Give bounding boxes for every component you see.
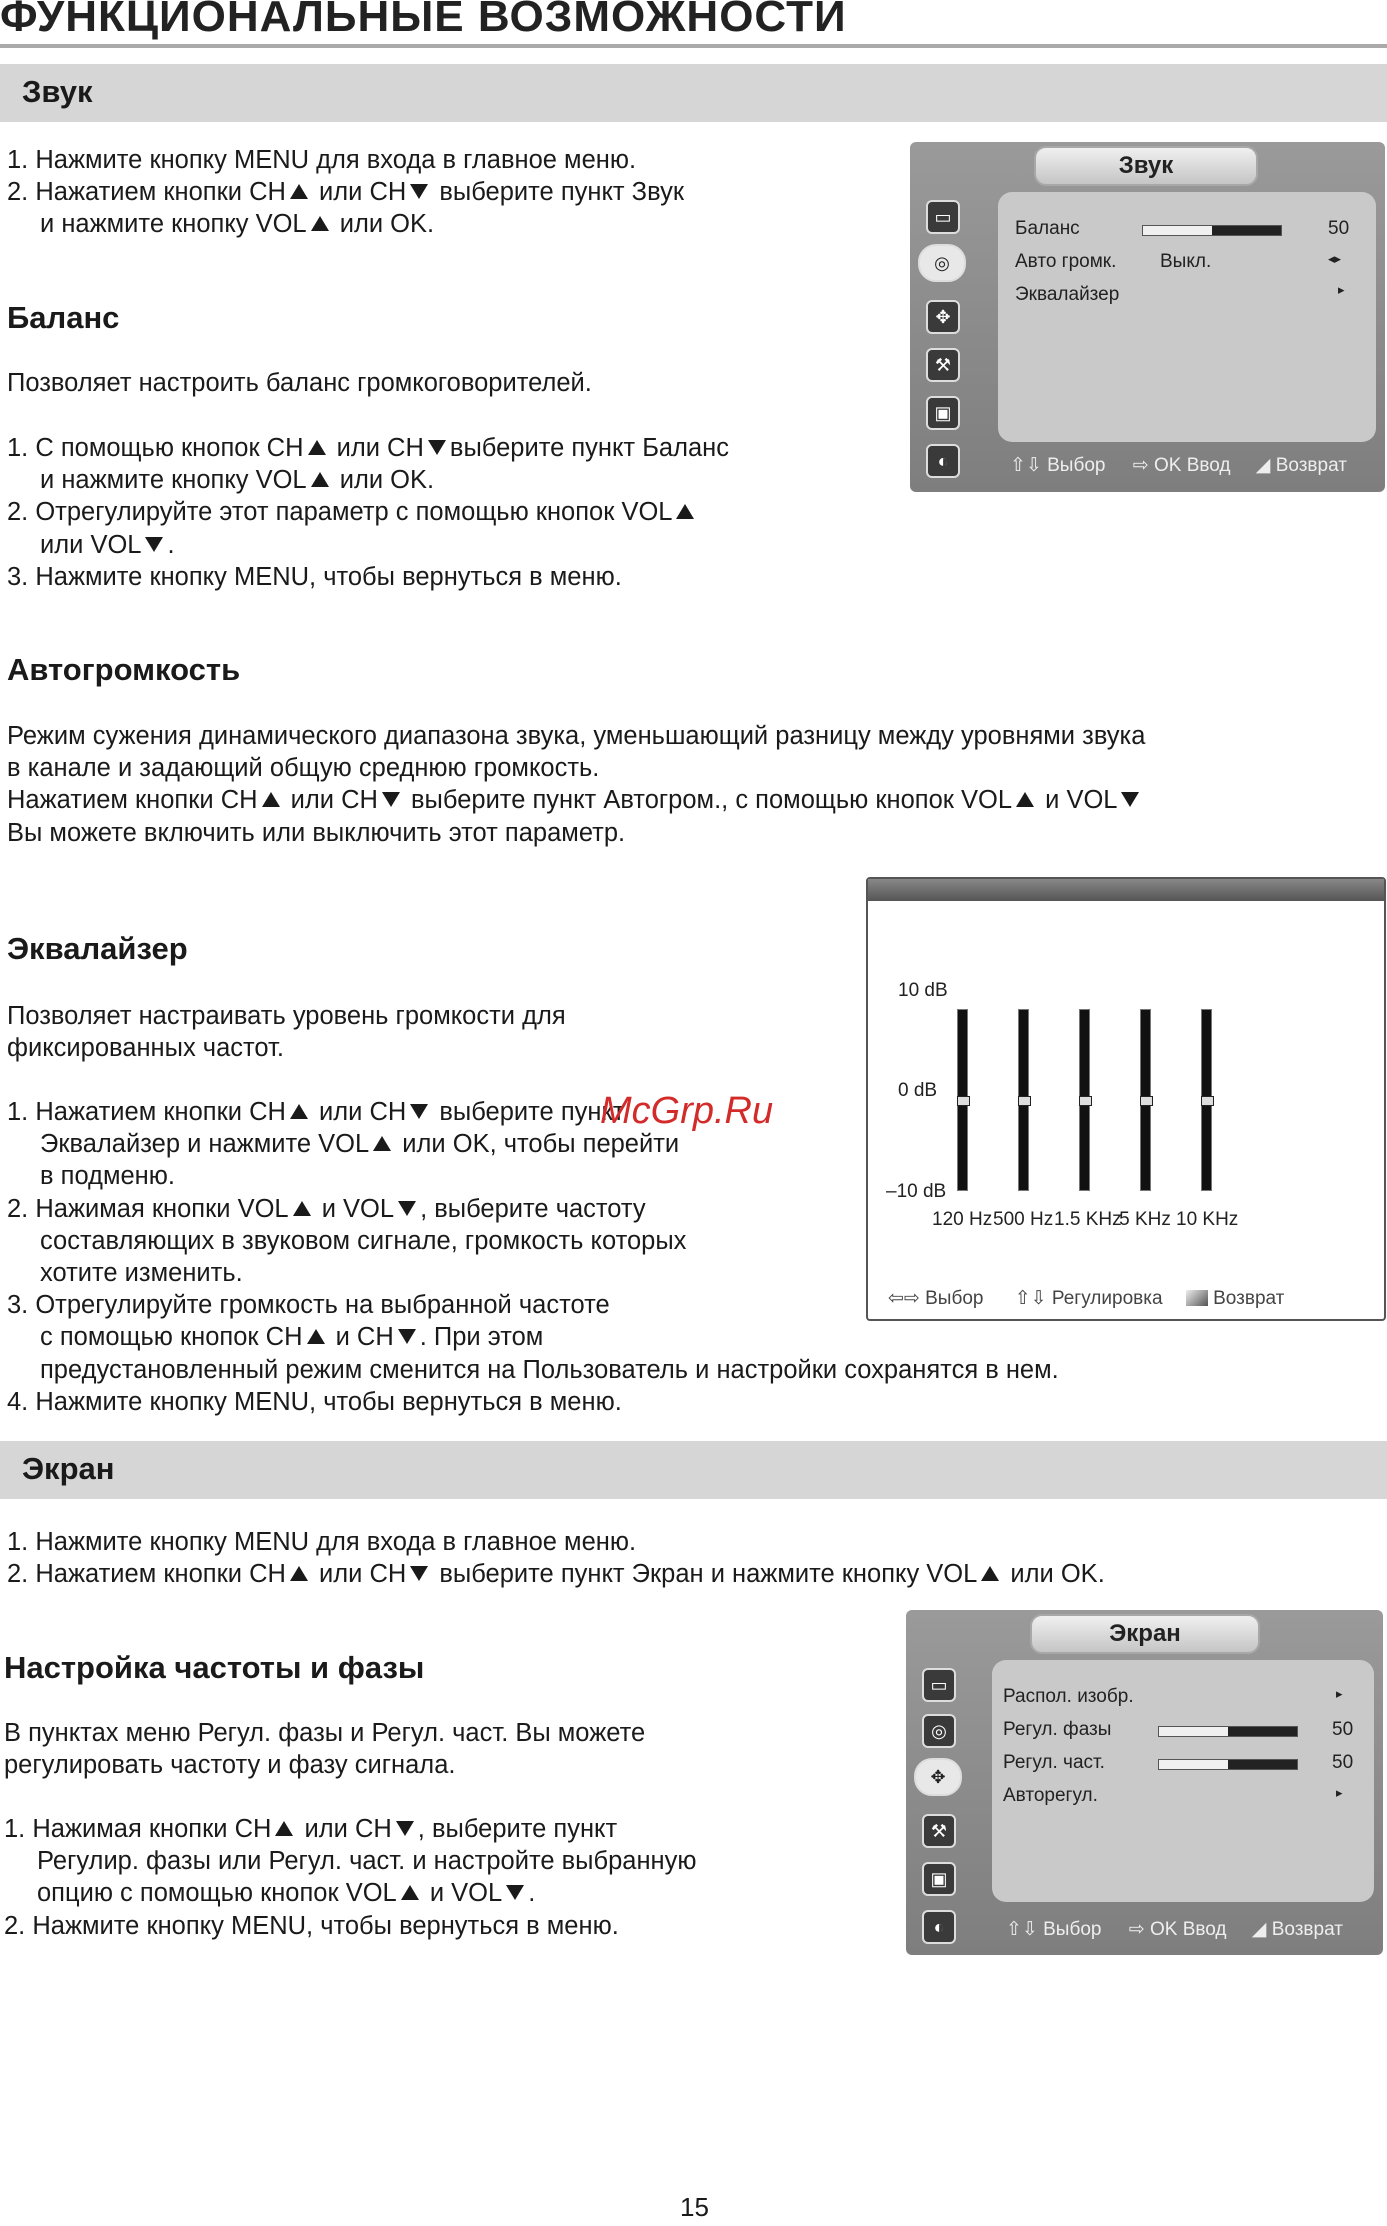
heading-balance: Баланс xyxy=(7,300,120,335)
osd-sound-menu xyxy=(910,142,1385,492)
paragraph-line: Нажатием кнопки CH или CH выберите пункт Автогром., с помощью кнопок VOL и VOL xyxy=(7,784,1145,816)
screen-steps xyxy=(7,1526,1105,1590)
osd-row-autoadjust-label: Авторегул. xyxy=(1003,1785,1098,1806)
eq-band-slider[interactable] xyxy=(1079,1009,1090,1191)
tv-icon: ▭ xyxy=(922,1668,956,1702)
eq-band-slider[interactable] xyxy=(1140,1009,1151,1191)
heading-equalizer: Эквалайзер xyxy=(7,931,188,966)
list-item: 3. Отрегулируйте громкость на выбранной частоте xyxy=(7,1291,610,1320)
osd-row-equalizer-label: Эквалайзер xyxy=(1015,284,1120,305)
section-heading-screen: Экран xyxy=(22,1451,115,1486)
eq-footer xyxy=(888,1287,1284,1310)
heading-auto-volume: Автогромкость xyxy=(7,652,241,687)
paragraph-line: фиксированных частот. xyxy=(7,1034,284,1063)
osd-equalizer xyxy=(866,877,1386,1321)
list-item: 3. Нажмите кнопку MENU, чтобы вернуться в меню. xyxy=(7,562,622,591)
osd-row-phase-label: Регул. фазы xyxy=(1003,1719,1112,1740)
eq-band-label: 500 Hz xyxy=(993,1209,1054,1230)
eq-band-slider[interactable] xyxy=(1018,1009,1029,1191)
eq-band-label: 10 KHz xyxy=(1176,1209,1239,1230)
footer-back: Возврат xyxy=(1275,455,1347,476)
footer-back: Возврат xyxy=(1271,1919,1343,1940)
pip-icon: ▣ xyxy=(922,1862,956,1896)
footer-ok: OK Ввод xyxy=(1153,455,1231,476)
osd-row-freq-label: Регул. част. xyxy=(1003,1752,1105,1773)
up-down-arrows-icon: ⇧⇩ xyxy=(1010,455,1042,476)
osd-row-autovol-value: Выкл. xyxy=(1160,251,1212,272)
list-item: и нажмите кнопку VOL или OK. xyxy=(40,210,435,239)
eq-title-bar xyxy=(868,879,1384,901)
list-item: 1. Нажимая кнопки CH или CH , выберите пункт xyxy=(4,1815,618,1843)
list-item: 2. Нажатием кнопки CH или CH выберите пункт Звук xyxy=(7,178,684,207)
tv-icon: ▭ xyxy=(926,200,960,234)
list-item: хотите изменить. xyxy=(40,1259,243,1288)
page-number: 15 xyxy=(680,2192,709,2222)
phase-slider[interactable] xyxy=(1158,1726,1298,1737)
osd-screen-footer xyxy=(1006,1918,1343,1941)
list-item: 2. Нажмите кнопку MENU, чтобы вернуться в меню. xyxy=(4,1911,619,1940)
satellite-icon: ◐ xyxy=(926,444,960,478)
sound-icon: ◎ xyxy=(922,1714,956,1748)
list-item: Эквалайзер и нажмите VOL или OK, чтобы перейти xyxy=(40,1130,680,1159)
eq-band-knob[interactable] xyxy=(1140,1096,1153,1106)
up-down-arrows-icon: ⇧⇩ xyxy=(1006,1919,1038,1940)
osd-row-phase-value: 50 xyxy=(1332,1719,1354,1740)
freq-phase-steps xyxy=(4,1813,697,1942)
screen-icon: ✥ xyxy=(926,300,960,334)
balance-desc: Позволяет настроить баланс громкоговорителей. xyxy=(7,369,592,397)
paragraph-line: Позволяет настраивать уровень громкости для xyxy=(7,1002,566,1030)
footer-ok: OK Ввод xyxy=(1149,1919,1227,1940)
osd-row-balance-label: Баланс xyxy=(1015,218,1080,239)
eq-band-label: 5 KHz xyxy=(1119,1209,1171,1230)
list-item: и нажмите кнопку VOL или OK. xyxy=(40,466,435,495)
osd-row-freq-value: 50 xyxy=(1332,1752,1354,1773)
osd-sound-footer xyxy=(1010,454,1347,477)
footer-select: Выбор xyxy=(1043,1919,1102,1940)
frequency-slider-fill xyxy=(1159,1760,1228,1769)
eq-band-knob[interactable] xyxy=(1079,1096,1092,1106)
paragraph-line: регулировать частоту и фазу сигнала. xyxy=(4,1751,456,1780)
list-item: составляющих в звуковом сигнале, громкость которых xyxy=(40,1226,687,1255)
settings-icon: ⚒ xyxy=(926,348,960,382)
right-arrow-icon: ⇨ xyxy=(1132,455,1149,476)
pip-icon: ▣ xyxy=(926,396,960,430)
balance-slider-fill xyxy=(1143,226,1212,235)
list-item: 1. Нажмите кнопку MENU для входа в главное меню. xyxy=(7,1528,637,1556)
list-item: 4. Нажмите кнопку MENU, чтобы вернуться в меню. xyxy=(7,1387,622,1416)
title-divider xyxy=(0,44,1387,48)
osd-screen-title: Экран xyxy=(1030,1614,1260,1654)
osd-row-autovol-label: Авто громк. xyxy=(1015,251,1117,272)
list-item: 1. Нажмите кнопку MENU для входа в главное меню. xyxy=(7,146,637,174)
return-icon: ◢ xyxy=(1251,1919,1267,1940)
footer-adjust: Регулировка xyxy=(1051,1288,1163,1309)
footer-select: Выбор xyxy=(1047,455,1106,476)
phase-slider-fill xyxy=(1159,1727,1228,1736)
list-item: Регулир. фазы или Регул. част. и настройте выбранную xyxy=(37,1847,697,1876)
balance-slider[interactable] xyxy=(1142,225,1282,236)
osd-row-position-label: Распол. изобр. xyxy=(1003,1686,1134,1707)
paragraph-line: В пунктах меню Регул. фазы и Регул. част. Вы можете xyxy=(4,1719,646,1747)
left-right-arrows-icon: ⇦⇨ xyxy=(888,1288,920,1309)
osd-sound-title: Звук xyxy=(1034,146,1258,186)
up-down-arrows-icon: ⇧⇩ xyxy=(1014,1288,1047,1309)
list-item: 2. Нажатием кнопки CH или CH выберите пункт Экран и нажмите кнопку VOL или OK. xyxy=(7,1560,1105,1589)
db-label-bottom: –10 dB xyxy=(886,1181,947,1202)
paragraph-line: Вы можете включить или выключить этот параметр. xyxy=(7,818,626,847)
right-arrow-icon: ⇨ xyxy=(1128,1919,1145,1940)
right-arrow-icon: ▸ xyxy=(1336,1686,1343,1701)
frequency-slider[interactable] xyxy=(1158,1759,1298,1770)
right-arrow-icon: ▸ xyxy=(1336,1785,1343,1800)
list-item: 2. Нажимая кнопки VOL и VOL , выберите частоту xyxy=(7,1194,646,1223)
db-label-mid: 0 dB xyxy=(898,1080,938,1101)
watermark: McGrp.Ru xyxy=(600,1090,774,1132)
sound-icon: ◎ xyxy=(918,244,966,282)
screen-icon: ✥ xyxy=(914,1758,962,1796)
right-arrow-icon: ▸ xyxy=(1338,282,1345,297)
left-right-arrow-icon: ◂▸ xyxy=(1328,251,1342,266)
satellite-icon: ◐ xyxy=(922,1910,956,1944)
return-icon xyxy=(1186,1290,1208,1306)
return-icon: ◢ xyxy=(1255,455,1271,476)
section-bar-screen xyxy=(0,1441,1387,1499)
eq-band-knob[interactable] xyxy=(1201,1096,1214,1106)
list-item: предустановленный режим сменится на Пользователь и настройки сохранятся в нем. xyxy=(40,1355,1059,1384)
page-title: ФУНКЦИОНАЛЬНЫЕ ВОЗМОЖНОСТИ xyxy=(0,0,847,41)
eq-band-slider[interactable] xyxy=(1201,1009,1212,1191)
eq-band-label: 120 Hz xyxy=(932,1209,993,1230)
paragraph-line: в канале и задающий общую среднюю громкость. xyxy=(7,754,600,783)
settings-icon: ⚒ xyxy=(922,1814,956,1848)
list-item: или VOL . xyxy=(40,530,175,559)
eq-band-slider[interactable] xyxy=(957,1009,968,1191)
eq-band-label: 1.5 KHz xyxy=(1054,1209,1122,1230)
sound-steps xyxy=(7,144,684,241)
section-bar-sound xyxy=(0,64,1387,122)
osd-screen-menu xyxy=(906,1610,1383,1955)
section-heading-sound: Звук xyxy=(22,74,93,109)
list-item: в подменю. xyxy=(40,1162,175,1191)
db-label-top: 10 dB xyxy=(898,980,948,1001)
list-item: 2. Отрегулируйте этот параметр с помощью кнопок VOL xyxy=(7,496,729,528)
list-item: опцию с помощью кнопок VOL и VOL . xyxy=(37,1879,536,1908)
list-item: с помощью кнопок CH и CH . При этом xyxy=(40,1323,544,1352)
list-item: 1. С помощью кнопок CH или CH выберите пункт Баланс xyxy=(7,434,730,462)
auto-volume-text xyxy=(7,720,1145,849)
paragraph-line: Режим сужения динамического диапазона звука, уменьшающий разницу между уровнями звука xyxy=(7,722,1146,750)
freq-phase-desc xyxy=(4,1717,645,1781)
eq-band-knob[interactable] xyxy=(1018,1096,1031,1106)
footer-back: Возврат xyxy=(1213,1288,1285,1309)
footer-select: Выбор xyxy=(925,1288,984,1309)
balance-steps xyxy=(7,432,729,593)
heading-freq-phase: Настройка частоты и фазы xyxy=(4,1650,425,1685)
list-item: 1. Нажатием кнопки CH или CH выберите пункт xyxy=(7,1098,625,1126)
equalizer-desc xyxy=(7,1000,566,1064)
eq-band-knob[interactable] xyxy=(957,1096,970,1106)
osd-row-balance-value: 50 xyxy=(1328,218,1350,239)
